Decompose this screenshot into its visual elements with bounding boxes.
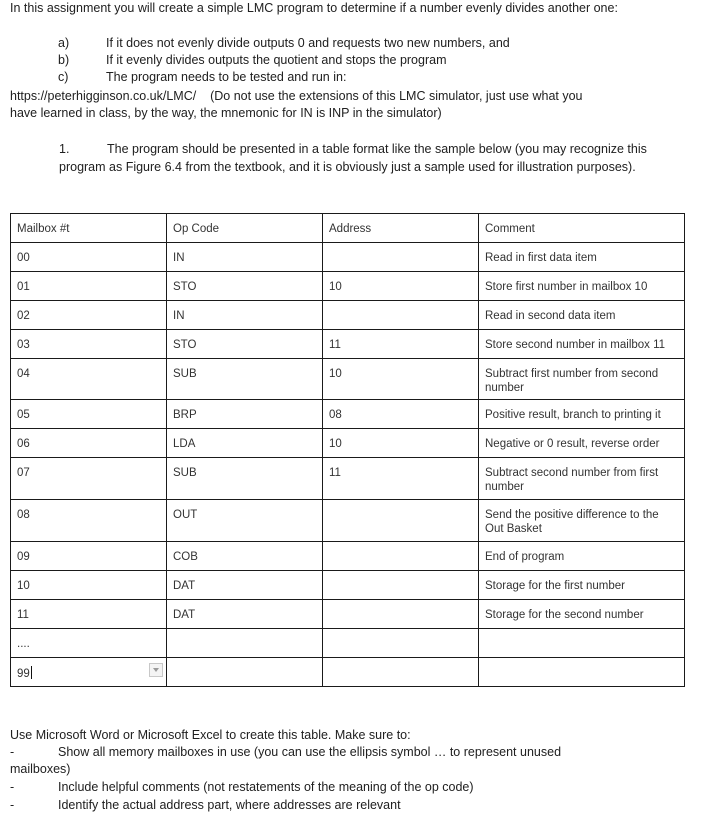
header-cell bbox=[323, 214, 479, 243]
table-row bbox=[11, 301, 685, 330]
table-row bbox=[11, 458, 685, 500]
cell-text: 05 bbox=[17, 409, 30, 421]
cell-text: 06 bbox=[17, 438, 30, 450]
opcode-cell bbox=[167, 330, 323, 359]
opcode-cell bbox=[167, 500, 323, 542]
mailbox-cell bbox=[11, 542, 167, 571]
comment-cell bbox=[479, 500, 685, 542]
bullet-dash: - bbox=[10, 745, 15, 759]
cell-text: Subtract second number from first number bbox=[485, 467, 659, 493]
cell-text: Read in first data item bbox=[485, 252, 597, 264]
address-cell bbox=[323, 243, 479, 272]
cell-text: 10 bbox=[329, 438, 342, 450]
address-cell bbox=[323, 400, 479, 429]
comment-cell bbox=[479, 243, 685, 272]
opcode-cell bbox=[167, 600, 323, 629]
opcode-cell bbox=[167, 658, 323, 687]
cell-text: 08 bbox=[17, 509, 30, 521]
comment-cell bbox=[479, 330, 685, 359]
cell-text: 11 bbox=[329, 467, 341, 479]
lmc-program-table bbox=[10, 213, 685, 687]
cell-text: 10 bbox=[329, 368, 342, 380]
address-cell bbox=[323, 600, 479, 629]
table-row bbox=[11, 658, 685, 687]
opcode-cell bbox=[167, 243, 323, 272]
opcode-cell bbox=[167, 272, 323, 301]
table-row bbox=[11, 542, 685, 571]
opcode-cell bbox=[167, 429, 323, 458]
numbered-item-1 bbox=[59, 141, 659, 176]
cell-text: COB bbox=[173, 551, 198, 563]
address-cell bbox=[323, 458, 479, 500]
mailbox-cell bbox=[11, 272, 167, 301]
cell-text: Address bbox=[329, 223, 372, 235]
header-cell bbox=[11, 214, 167, 243]
table-row bbox=[11, 629, 685, 658]
mailbox-cell bbox=[11, 629, 167, 658]
cell-text: 10 bbox=[17, 580, 30, 592]
mailbox-cell bbox=[11, 301, 167, 330]
comment-cell bbox=[479, 301, 685, 330]
simulator-url-line: https://peterhigginson.co.uk/LMC/ (Do not use the extensions of this LMC simulator, just use what you bbox=[10, 89, 583, 103]
address-cell bbox=[323, 571, 479, 600]
comment-cell bbox=[479, 359, 685, 400]
address-cell bbox=[323, 658, 479, 687]
mailbox-cell bbox=[11, 600, 167, 629]
cell-text: OUT bbox=[173, 509, 198, 521]
header-cell bbox=[167, 214, 323, 243]
cell-text: Send the positive difference to the Out Basket bbox=[485, 509, 659, 535]
bullet-dash: - bbox=[10, 798, 15, 812]
opcode-cell bbox=[167, 629, 323, 658]
cell-text: 10 bbox=[329, 281, 342, 293]
bullet-text: Identify the actual address part, where addresses are relevant bbox=[58, 798, 401, 812]
cell-text: Comment bbox=[485, 223, 535, 235]
cell-text: BRP bbox=[173, 409, 197, 421]
address-cell bbox=[323, 272, 479, 301]
opcode-cell bbox=[167, 400, 323, 429]
table-row bbox=[11, 243, 685, 272]
mailbox-cell bbox=[11, 571, 167, 600]
cell-text: Subtract first number from second number bbox=[485, 368, 659, 394]
sub-item-label: b) bbox=[58, 53, 70, 67]
cell-text: Storage for the first number bbox=[485, 580, 625, 592]
comment-cell bbox=[479, 400, 685, 429]
sub-item-label: c) bbox=[58, 70, 69, 84]
opcode-cell bbox=[167, 542, 323, 571]
opcode-cell bbox=[167, 301, 323, 330]
opcode-cell bbox=[167, 359, 323, 400]
numbered-item-text: The program should be presented in a table format like the sample below (you may recognize this program as Figure 6.4 from the textbook, and it is obviously just a sample used for illustration purposes). bbox=[59, 142, 647, 174]
cell-text: Read in second data item bbox=[485, 310, 616, 322]
cell-text: 08 bbox=[329, 409, 342, 421]
mailbox-cell bbox=[11, 330, 167, 359]
bullet-text: Include helpful comments (not restatements of the meaning of the op code) bbox=[58, 780, 474, 794]
cell-text: 11 bbox=[329, 339, 341, 351]
table-header-row bbox=[11, 214, 685, 243]
sub-item-text: If it does not evenly divide outputs 0 and requests two new numbers, and bbox=[106, 36, 510, 50]
address-cell bbox=[323, 359, 479, 400]
text-cursor bbox=[31, 666, 32, 679]
bullet-dash: - bbox=[10, 780, 15, 794]
comment-cell bbox=[479, 629, 685, 658]
intro-paragraph: In this assignment you will create a simple LMC program to determine if a number evenly divides another one: bbox=[10, 1, 618, 15]
cell-text: STO bbox=[173, 339, 197, 351]
cell-text: IN bbox=[173, 310, 185, 322]
sub-item-text: If it evenly divides outputs the quotient and stops the program bbox=[106, 53, 447, 67]
address-cell bbox=[323, 429, 479, 458]
cell-text: 11 bbox=[17, 609, 29, 621]
table-row bbox=[11, 571, 685, 600]
address-cell bbox=[323, 500, 479, 542]
bullet-text-continuation: mailboxes) bbox=[10, 762, 71, 776]
cell-text: LDA bbox=[173, 438, 196, 450]
cell-text: DAT bbox=[173, 609, 196, 621]
cell-text: 09 bbox=[17, 551, 30, 563]
cell-text: SUB bbox=[173, 467, 197, 479]
opcode-cell bbox=[167, 571, 323, 600]
header-cell bbox=[479, 214, 685, 243]
sub-item-text: The program needs to be tested and run in: bbox=[106, 70, 347, 84]
mailbox-cell bbox=[11, 429, 167, 458]
sub-item-label: a) bbox=[58, 36, 70, 50]
cell-text: 00 bbox=[17, 252, 30, 264]
opcode-cell bbox=[167, 458, 323, 500]
cell-text: 02 bbox=[17, 310, 30, 322]
comment-cell bbox=[479, 542, 685, 571]
comment-cell bbox=[479, 658, 685, 687]
address-cell bbox=[323, 629, 479, 658]
comment-cell bbox=[479, 571, 685, 600]
mailbox-cell bbox=[11, 359, 167, 400]
cell-text: 04 bbox=[17, 368, 30, 380]
table-row bbox=[11, 429, 685, 458]
table-row bbox=[11, 600, 685, 629]
footer-bullet-1-continued bbox=[10, 761, 70, 779]
cell-text: Negative or 0 result, reverse order bbox=[485, 438, 660, 450]
comment-cell bbox=[479, 600, 685, 629]
address-cell bbox=[323, 330, 479, 359]
comment-cell bbox=[479, 272, 685, 301]
table-row bbox=[11, 500, 685, 542]
cell-text: 03 bbox=[17, 339, 30, 351]
bullet-text: Show all memory mailboxes in use (you can use the ellipsis symbol … to represent unused bbox=[58, 745, 562, 759]
mailbox-cell bbox=[11, 243, 167, 272]
comment-cell bbox=[479, 429, 685, 458]
cell-text: Storage for the second number bbox=[485, 609, 644, 621]
table-row bbox=[11, 400, 685, 429]
cell-text: 07 bbox=[17, 467, 30, 479]
active-mailbox-cell[interactable] bbox=[11, 658, 167, 687]
cell-text: Store first number in mailbox 10 bbox=[485, 281, 648, 293]
cell-text: 01 bbox=[17, 281, 30, 293]
cell-text: Mailbox #t bbox=[17, 223, 70, 235]
numbered-item-number: 1. bbox=[59, 142, 70, 156]
chevron-down-icon[interactable] bbox=[149, 663, 163, 677]
cell-text: STO bbox=[173, 281, 197, 293]
address-cell bbox=[323, 542, 479, 571]
cell-text: DAT bbox=[173, 580, 196, 592]
cell-text: Op Code bbox=[173, 223, 220, 235]
mailbox-cell bbox=[11, 458, 167, 500]
table-row bbox=[11, 359, 685, 400]
footer-intro: Use Microsoft Word or Microsoft Excel to create this table. Make sure to: bbox=[10, 728, 411, 742]
mailbox-cell bbox=[11, 500, 167, 542]
cell-text: Store second number in mailbox 11 bbox=[485, 339, 666, 351]
table-row bbox=[11, 330, 685, 359]
cell-text: End of program bbox=[485, 551, 565, 563]
cell-text: .... bbox=[17, 638, 30, 650]
cell-text: SUB bbox=[173, 368, 197, 380]
simulator-note-line: have learned in class, by the way, the mnemonic for IN is INP in the simulator) bbox=[10, 106, 442, 120]
mailbox-cell bbox=[11, 400, 167, 429]
cell-text: 99 bbox=[17, 668, 30, 680]
address-cell bbox=[323, 301, 479, 330]
cell-text: Positive result, branch to printing it bbox=[485, 409, 661, 421]
table-row bbox=[11, 272, 685, 301]
comment-cell bbox=[479, 458, 685, 500]
cell-text: IN bbox=[173, 252, 185, 264]
